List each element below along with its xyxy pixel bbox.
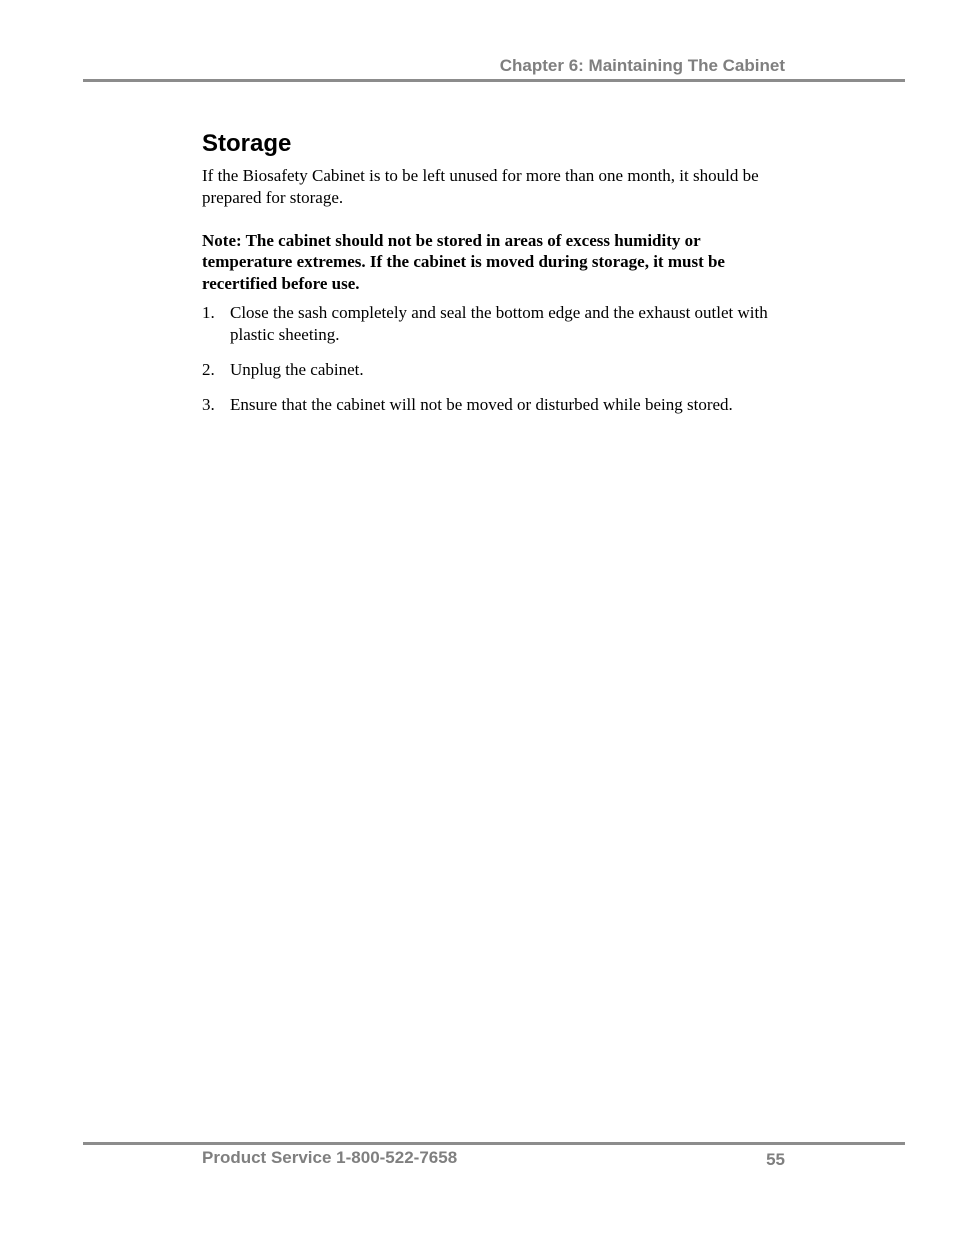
storage-note: Note: The cabinet should not be stored in areas of excess humidity or temperature extremes. If the cabinet is moved during storage, it must be recertified before use. bbox=[202, 230, 725, 293]
list-item bbox=[202, 359, 792, 381]
chapter-title: Chapter 6: Maintaining The Cabinet bbox=[499, 56, 785, 75]
step-number: 1. bbox=[202, 303, 215, 323]
step-text: Close the sash completely and seal the bottom edge and the exhaust outlet with plastic sheeting. bbox=[230, 303, 768, 345]
intro-paragraph: If the Biosafety Cabinet is to be left unused for more than one month, it should be prepared for storage. bbox=[202, 165, 759, 207]
step-number: 3. bbox=[202, 395, 215, 415]
storage-steps-list bbox=[202, 302, 792, 416]
section-heading: Storage bbox=[202, 130, 292, 157]
page-number: 55 bbox=[766, 1150, 785, 1169]
list-item bbox=[202, 302, 792, 346]
step-text: Ensure that the cabinet will not be moved or disturbed while being stored. bbox=[230, 395, 733, 415]
step-text: Unplug the cabinet. bbox=[230, 360, 364, 380]
main-content bbox=[202, 130, 792, 429]
header-divider bbox=[83, 79, 905, 82]
product-service-line: Product Service 1-800-522-7658 bbox=[202, 1148, 458, 1167]
step-number: 2. bbox=[202, 360, 215, 380]
list-item bbox=[202, 394, 792, 416]
footer-divider bbox=[83, 1142, 905, 1145]
